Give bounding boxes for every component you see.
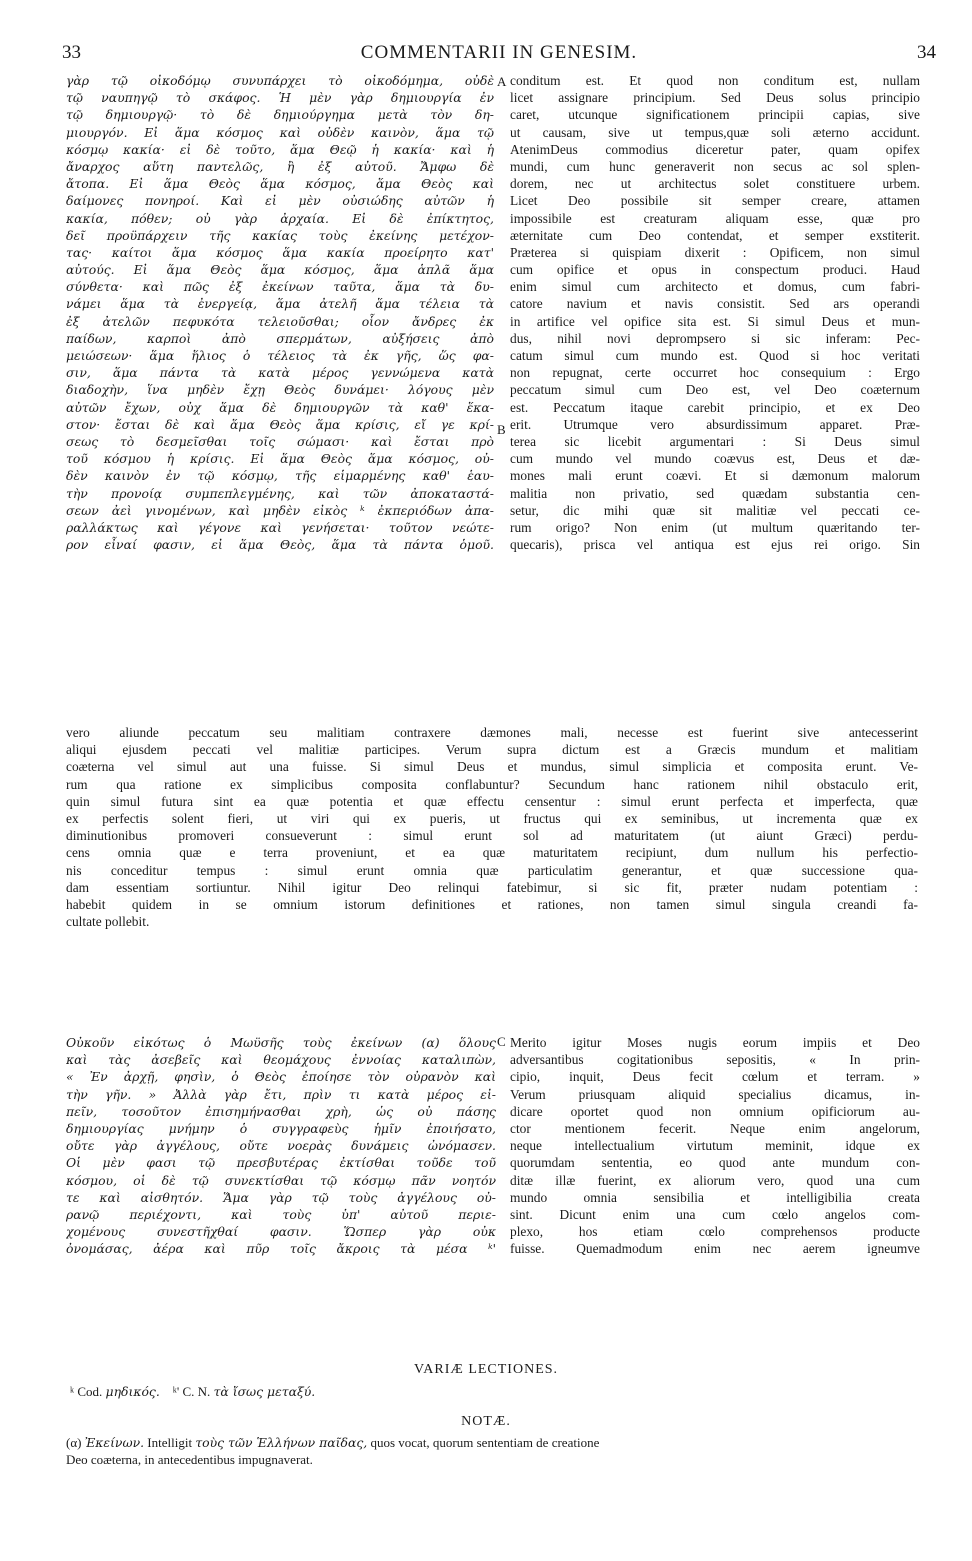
text-line: Licet Deo possibile sit semper creare, attamen: [510, 193, 920, 209]
text-line: rum origo? Non enim (ut multum quæritando ter-: [510, 519, 920, 535]
text-line: γὰρ τῷ οἰκοδόμῳ συνυπάρχει τὸ οἰκοδόμημα, οὐδὲ: [66, 73, 494, 88]
text-line: ραλλάκτως καὶ γέγονε καὶ γενήσεται· τοῦτον νεώτε-: [66, 519, 494, 535]
note-line-2: Deo coæterna, in antecedentibus impugnaverat.: [66, 1452, 313, 1467]
text-line: malitia non privatio, sed quædam substantia cen-: [510, 485, 920, 501]
text-line: αὐτούς. Εἰ ἅμα Θεὸς ἅμα κόσμος, ἅμα ἁπλᾶ ἅμα: [66, 262, 494, 278]
text-line: στον· ἔσται δὲ καὶ ἅμα Θεὸς ἅμα κρίσις, εἴ γε κρί-: [66, 416, 494, 432]
text-line: caret, utcunque significationem principii capias, sive: [510, 107, 920, 123]
text-line: æternitate cum Deo contendat, et semper exstiterit.: [510, 227, 920, 243]
note-marker: (α): [66, 1435, 82, 1450]
latin-column-bottom: [510, 1034, 920, 1257]
text-line: χομένους συνεστῆχθαί φασιν. Ὥσπερ γὰρ οὐκ: [66, 1224, 496, 1240]
text-line: δὲν καινὸν ἐν τῷ κόσμῳ, τῆς εἱμαρμένης καθ' ἑαυ-: [66, 468, 494, 484]
text-line: licet assignare principium. Sed Deus solus principio: [510, 90, 920, 106]
text-line: cum opifice et opus in conspectum produci. Haud: [510, 262, 920, 278]
text-line: mones mali erunt coævi. Et si dæmonum malorum: [510, 468, 920, 484]
full-width-latin-text: [66, 724, 918, 930]
text-line: quorumdam sententia, eo quod ante mundum con-: [510, 1155, 920, 1171]
text-line: quin simul futura sint ea quæ potentia et quæ effectu censentur : simul erunt perfecta et imperfecta, quæ: [66, 793, 918, 809]
note-text-b: quos vocat, quorum sententiam de creatione: [370, 1435, 600, 1450]
notae-text: [66, 1434, 918, 1468]
note-greek-phrase: τοὺς τῶν Ἑλλήνων παῖδας,: [195, 1435, 368, 1450]
text-line: non repugnat, certe occurret hoc consequium : Ergo: [510, 365, 920, 381]
text-line: καὶ τὰς ἀσεβεῖς καὶ θεομάχους ἐννοίας καταλιπὼν,: [66, 1052, 496, 1068]
text-line: habebit quidem in se omnium istorum definitiones et rationes, non tamen simul singula creandi fa-: [66, 896, 918, 912]
notae-heading: NOTÆ.: [461, 1414, 511, 1429]
text-line: ρανῷ περιέχοντι, καὶ τοὺς ὑπ' αὐτοῦ περιε-: [66, 1206, 496, 1222]
note-line-1: [66, 1434, 918, 1451]
text-line: rum qua ratione ex simplicibus composita conflabuntur? Secundum hanc rationem nihil obstaculo erit,: [66, 776, 918, 792]
text-line: terea sic licebit argumentari : Si Deus simul: [510, 433, 920, 449]
variant-k2-label: ᵏ' C. N.: [172, 1384, 211, 1399]
text-line: fuisse. Quemadmodum enim nec aerem igneumve: [510, 1241, 920, 1257]
text-line: νάμει ἅμα τὰ ἐνεργείᾳ, ἅμα ἀτελῆ ἅμα τέλεια τὰ: [66, 296, 494, 312]
text-line: quecaris), prisca vel antiqua est ejus rei origo. Sin: [510, 537, 920, 553]
text-line: « Ἐν ἀρχῇ, φησὶν, ὁ Θεὸς ἐποίησε τὸν οὐρανὸν καὶ: [66, 1069, 496, 1085]
text-line: peccatum simul cum Deo est, vel Deo coæternum: [510, 382, 920, 398]
note-lemma-greek: Ἐκείνων.: [84, 1435, 145, 1450]
text-line: aliqui ejusdem peccati vel malitiæ participes. Verum supra dictum est a Græcis mundum et malitiam: [66, 742, 918, 758]
text-line: catum simul cum mundo est. Quod si hoc veritati: [510, 348, 920, 363]
margin-marker-c: C: [497, 1034, 506, 1049]
text-line: Οἱ μὲν φασι τῷ πρεσβυτέρας ἐκτίσθαι τοῦδε τοῦ: [66, 1155, 496, 1171]
text-line: diminutionibus promoveri consueverunt : simul erunt sol ad maturitatem (ut aiunt Græci) perdu-: [66, 828, 918, 844]
text-line: sint. Dicunt enim una cum cœlo angelos com-: [510, 1206, 920, 1222]
text-line: τας· καίτοι ἅμα κόσμος ἅμα κακία προείρητο κατ': [66, 244, 494, 260]
text-line: AtenimDeus commodius diceretur pater, quam opifex: [510, 141, 920, 157]
greek-column-top: [66, 72, 494, 553]
text-line: τε καὶ αἰσθητόν. Ἅμα γὰρ τῷ τοὺς ἀγγέλους οὐ-: [66, 1189, 496, 1205]
text-line: mundi, cum hunc generaverit non secus ac sol splen-: [510, 158, 920, 174]
text-line: Merito igitur Moses nugis eorum impiis et Deo: [510, 1035, 920, 1050]
text-line: est. Peccatum itaque carebit principio, et ex Deo: [510, 399, 920, 415]
text-line: setur, dic mihi quæ sit malitiæ vel peccati ce-: [510, 502, 920, 518]
text-line: cens omnia quæ e terra proveniunt, et ea quæ maturitatem recipiunt, dum nullum his perfectio-: [66, 845, 918, 861]
text-line: σεως τὸ δεσμεῖσθαι τοῖς σώμασι· καὶ ἔσται πρὸ: [66, 433, 494, 449]
text-line: Præterea si quispiam dixerit : Opificem, non simul: [510, 244, 920, 260]
text-line: οὔτε γὰρ ἀγγέλους, οὔτε νοερὰς δυνάμεις ὠνόμασεν.: [66, 1138, 496, 1154]
page-header: [62, 42, 936, 68]
text-line: δαίμονες πονηροί. Καὶ εἰ μὲν οὐσιώδης αὐτῶν ἡ: [66, 193, 494, 209]
text-line: ex perfectis solent fieri, ut viri qui ex pueris, ut fructus qui ex seminibus, ut incrementa quæ ex: [66, 810, 918, 826]
text-line: impossibile est creaturam aliquam esse, quæ pro: [510, 210, 920, 226]
text-line: κόσμῳ κακία· εἰ δὲ τοῦτο, ἅμα Θεῷ ἡ κακία· καὶ ἡ: [66, 141, 494, 157]
text-line: Verum priusquam aliquid specialius dicamus, in-: [510, 1086, 920, 1102]
text-line: neque intellectualium virtutum meminit, idque ex: [510, 1138, 920, 1154]
text-line: τὴν προνοίᾳ συμπεπλεγμένης, καὶ τῶν ἀποκαταστά-: [66, 485, 494, 501]
text-line: παίδων, καρποὶ ἀπὸ σπερμάτων, αὐξήσεις ἀπὸ: [66, 330, 494, 346]
text-line: τοῦ κόσμου ἡ κρίσις. Εἰ ἅμα Θεὸς ἅμα κόσμος, οὐ-: [66, 451, 494, 467]
variant-k-label: ᵏ Cod.: [70, 1384, 103, 1399]
text-line: τῷ δημιουργῷ· τὸ δὲ δημιούργημα μετὰ τὸν δη-: [66, 107, 494, 123]
text-line: coæterna vel simul aut una fuisse. Si simul Deus et mundus, simul simplicia et composita erunt. Ve-: [66, 759, 918, 775]
variae-lectiones-line: [70, 1384, 315, 1400]
text-line: ctor mentionem fecerit. Neque enim angelorum,: [510, 1120, 920, 1136]
text-line: dus, nihil novi deprompsero si sic inferam: Pec-: [510, 330, 920, 346]
page-number-left: 33: [62, 42, 81, 63]
text-line: cum mundo vel mundo coævus est, Deus et dæ-: [510, 451, 920, 467]
variant-k2-greek: τὰ ἴσως μεταξύ.: [213, 1384, 316, 1399]
margin-marker-a: A: [497, 74, 507, 89]
text-line: δεῖ προϋπάρχειν τῆς κακίας τοὺς ἐκείνης μετέχον-: [66, 227, 494, 243]
text-line: μειώσεων· ἅμα ἥλιος ὁ τέλειος τὰ ἐκ γῆς, ὥς φα-: [66, 348, 494, 363]
variae-lectiones-heading: VARIÆ LECTIONES.: [413, 1362, 559, 1377]
text-line: κακία, πόθεν; οὐ γὰρ ἀρχαία. Εἰ δὲ ἐπίκτητος,: [66, 210, 494, 226]
text-line: in artifice vel opifice sita est. Si simul Deus et mun-: [510, 313, 920, 329]
text-line: cipio, inquit, Deus fecit cœlum et terram. »: [510, 1069, 920, 1085]
text-line: ρον εἶναί φασιν, εἰ ἅμα Θεὸς, ἅμα τὰ πάντα ὁμοῦ.: [66, 537, 494, 553]
text-line: ut causam, sive ut tempus,quæ soli æterno accidunt.: [510, 124, 920, 140]
text-line: dorem, nec ut architectus solet constituere urbem.: [510, 176, 920, 192]
text-line: ἐξ ἀτελῶν πεφυκότα τελειοῦσθαι; οἷον ἄνδρες ἐκ: [66, 313, 494, 329]
text-line: erit. Utrumque vero absurdissimum apparet. Præ-: [510, 416, 920, 432]
text-line: conditum est. Et quod non conditum est, nullam: [510, 73, 920, 88]
text-line: αὐτῶν ἔχων, οὐχ ἅμα δὲ δημιουργῶν τὰ καθ' ἕκα-: [66, 399, 494, 415]
text-line: nis conceditur tempus : simul erunt omnia quæ particulatim generantur, et quæ successione qua-: [66, 862, 918, 878]
text-line: catore navium et navis consistit. Sed ars operandi: [510, 296, 920, 312]
text-line: σιν, ἅμα πάντα τὰ κατὰ μέρος γεννώμενα κατὰ: [66, 365, 494, 381]
text-line: σεων ἀεὶ γινομένων, καὶ μηδὲν εἰκὸς ᵏ ἐκπεριόδων ἀπα-: [66, 502, 494, 518]
text-line: ἄτοπα. Εἰ ἅμα Θεὸς ἅμα κόσμος, ἅμα Θεὸς καὶ: [66, 176, 494, 192]
text-line: ditæ illæ fuerint, ex aliorum vero, quod una cum: [510, 1172, 920, 1188]
text-line: adversantibus cogitationibus sepositis, « In prin-: [510, 1052, 920, 1068]
text-line: πεῖν, τοσοῦτον ἐπισημήνασθαι χρὴ, ὡς οὐ πάσης: [66, 1103, 496, 1119]
latin-column-top: [510, 72, 920, 553]
running-title: COMMENTARII IN GENESIM.: [360, 42, 638, 63]
text-line: ἄναρχος αὕτη παντελῶς, ἢ ἐξ αὐτοῦ. Ἄμφω δὲ: [66, 158, 494, 174]
text-line: ὀνομάσας, ἀέρα καὶ πῦρ τοῖς ἄκροις τὰ μέσα ᵏ': [66, 1241, 496, 1257]
text-line: dicare oportet quod non omnium opificiorum au-: [510, 1103, 920, 1119]
text-line: plexo, hos etiam cœlo comprehensos producte: [510, 1224, 920, 1240]
text-line: μιουργόν. Εἰ ἅμα κόσμος καὶ οὐδὲν καινὸν, ἅμα τῷ: [66, 124, 494, 140]
text-line: dam essentiam sortiuntur. Nihil igitur Deo relinqui fatebimur, si sic fit, præter nudam potentiam :: [66, 879, 918, 895]
text-line: vero aliunde peccatum seu malitiam contraxere dæmones mali, necesse est fuerint sive antecesserint: [66, 725, 918, 740]
text-line: τὴν γῆν. » Ἀλλὰ γὰρ ἔτι, πρὶν τι κατὰ μέρος εἰ-: [66, 1086, 496, 1102]
text-line: δημιουργίας μνήμην ὁ συγγραφεὺς ἡμῖν ἐποιήσατο,: [66, 1120, 496, 1136]
text-line: κόσμου, οἱ δὲ τῷ συνεκτίσθαι τῷ κόσμῳ πᾶν νοητόν: [66, 1172, 496, 1188]
page-number-right: 34: [917, 42, 936, 63]
text-line: cultate pollebit.: [66, 914, 150, 930]
greek-column-bottom: [66, 1034, 496, 1257]
text-line: σύνθετα· καὶ πῶς ἐξ ἐκείνων ταῦτα, ἅμα τὰ δυ-: [66, 279, 494, 295]
note-text-a: Intelligit: [147, 1435, 193, 1450]
text-line: mundo omnia sensibilia et intelligibilia creata: [510, 1189, 920, 1205]
margin-marker-b: B: [497, 422, 506, 437]
text-line: τῷ ναυπηγῷ τὸ σκάφος. Ἡ μὲν γὰρ δημιουργία ἐν: [66, 90, 494, 106]
text-line: διαδοχὴν, ἵνα μηδὲν ἔχῃ Θεὸς δυνάμει· λόγους μὲν: [66, 382, 494, 398]
text-line: Οὐκοῦν εἰκότως ὁ Μωϋσῆς τοὺς ἐκείνων (α) ὅλους: [66, 1035, 496, 1050]
text-line: enim simul cum architecto et domus, cum fabri-: [510, 279, 920, 295]
variant-k-greek: μηδικός.: [105, 1384, 160, 1399]
